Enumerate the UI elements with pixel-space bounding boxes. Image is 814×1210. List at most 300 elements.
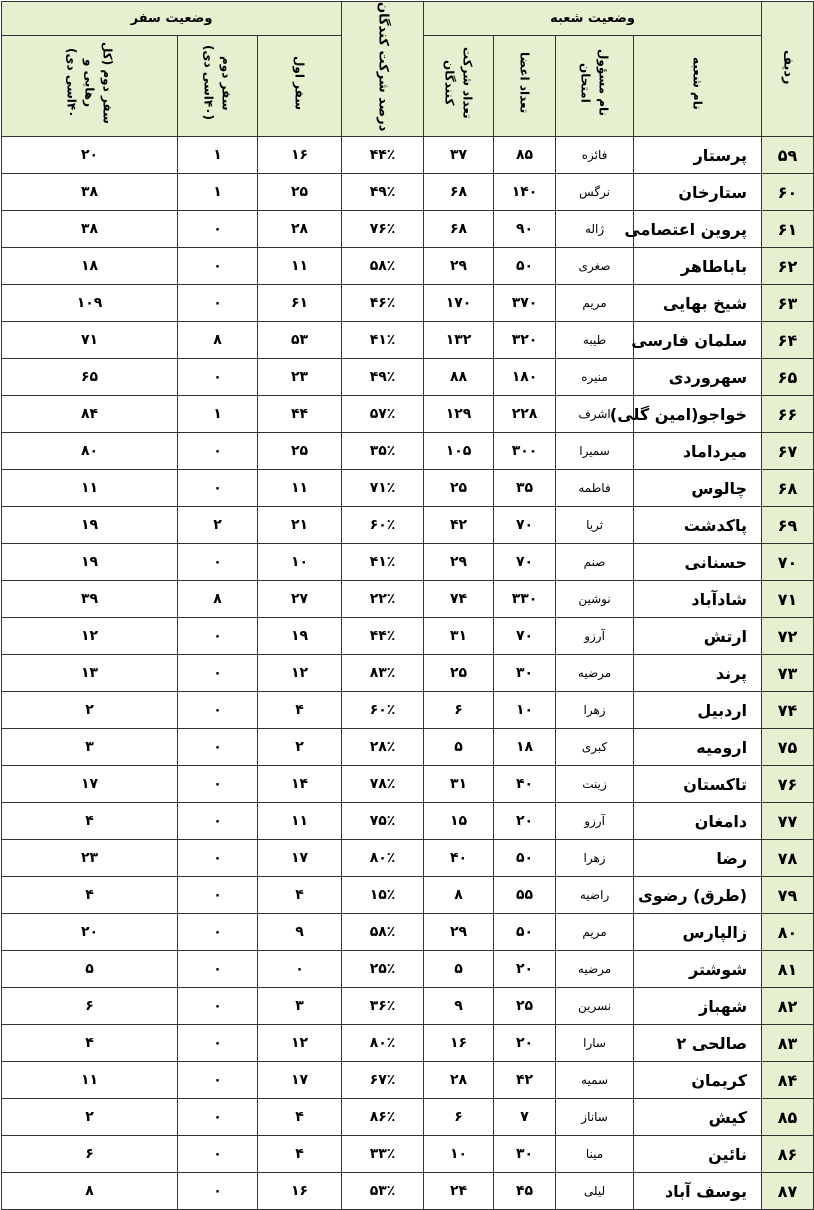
header-participation-percent: درصد شرکت کندگان [342, 2, 424, 137]
members-cell: ۴۰ [494, 766, 556, 803]
row-number-cell: ۶۲ [762, 248, 814, 285]
exam-manager-cell: طیبه [556, 322, 634, 359]
members-cell: ۳۲۰ [494, 322, 556, 359]
first-trip-cell: ۲۵ [258, 433, 342, 470]
exam-manager-cell: اشرف [556, 396, 634, 433]
exam-manager-cell: مرضیه [556, 951, 634, 988]
participants-cell: ۸ [424, 877, 494, 914]
percent-cell: ۶۰٪ [342, 507, 424, 544]
first-trip-cell: ۲۸ [258, 211, 342, 248]
second-trip-40-cell: ۰ [178, 470, 258, 507]
second-trip-total-cell: ۲ [2, 1099, 178, 1136]
row-number-cell: ۶۴ [762, 322, 814, 359]
header-trip-status: وضعیت سفر [2, 2, 342, 36]
first-trip-cell: ۱۱ [258, 803, 342, 840]
second-trip-total-cell: ۸ [2, 1173, 178, 1210]
exam-manager-cell: راضیه [556, 877, 634, 914]
second-trip-total-cell: ۶ [2, 988, 178, 1025]
row-number-cell: ۷۰ [762, 544, 814, 581]
table-row [2, 655, 814, 692]
members-cell: ۵۵ [494, 877, 556, 914]
first-trip-cell: ۴۴ [258, 396, 342, 433]
row-number-cell: ۷۶ [762, 766, 814, 803]
row-number-cell: ۷۱ [762, 581, 814, 618]
branch-name-cell: نائین [634, 1136, 762, 1173]
participants-cell: ۱۶ [424, 1025, 494, 1062]
first-trip-cell: ۱۴ [258, 766, 342, 803]
participants-cell: ۹ [424, 988, 494, 1025]
exam-manager-cell: زهرا [556, 840, 634, 877]
participants-cell: ۱۵ [424, 803, 494, 840]
participants-cell: ۲۵ [424, 655, 494, 692]
second-trip-total-cell: ۲۳ [2, 840, 178, 877]
participants-cell: ۱۲۹ [424, 396, 494, 433]
table-row [2, 951, 814, 988]
participants-cell: ۲۹ [424, 914, 494, 951]
table-row [2, 137, 814, 174]
exam-manager-cell: نوشین [556, 581, 634, 618]
second-trip-total-cell: ۱۸ [2, 248, 178, 285]
branch-name-cell: دامغان [634, 803, 762, 840]
header-first-trip: سفر اول [258, 36, 342, 137]
percent-cell: ۸۳٪ [342, 655, 424, 692]
participants-cell: ۵ [424, 951, 494, 988]
participants-cell: ۲۴ [424, 1173, 494, 1210]
first-trip-cell: ۵۳ [258, 322, 342, 359]
participants-cell: ۲۸ [424, 1062, 494, 1099]
table-row [2, 322, 814, 359]
members-cell: ۳۵ [494, 470, 556, 507]
exam-manager-cell: آرزو [556, 618, 634, 655]
percent-cell: ۵۸٪ [342, 914, 424, 951]
branch-status-table [1, 1, 814, 1210]
percent-cell: ۳۳٪ [342, 1136, 424, 1173]
second-trip-40-cell: ۰ [178, 211, 258, 248]
exam-manager-cell: مرضیه [556, 655, 634, 692]
second-trip-40-cell: ۰ [178, 803, 258, 840]
table-row [2, 581, 814, 618]
participants-cell: ۴۲ [424, 507, 494, 544]
branch-name-cell: سهروردی [634, 359, 762, 396]
first-trip-cell: ۹ [258, 914, 342, 951]
percent-cell: ۴۹٪ [342, 359, 424, 396]
first-trip-cell: ۴ [258, 1136, 342, 1173]
header-row-number: ردیف [762, 2, 814, 137]
row-number-cell: ۷۹ [762, 877, 814, 914]
second-trip-total-cell: ۵ [2, 951, 178, 988]
members-cell: ۷۰ [494, 507, 556, 544]
row-number-cell: ۸۳ [762, 1025, 814, 1062]
row-number-cell: ۶۰ [762, 174, 814, 211]
second-trip-total-cell: ۱۱ [2, 470, 178, 507]
branch-name-cell: زالپارس [634, 914, 762, 951]
second-trip-total-cell: ۳۸ [2, 174, 178, 211]
participants-cell: ۵ [424, 729, 494, 766]
branch-name-cell: کیش [634, 1099, 762, 1136]
first-trip-cell: ۱۱ [258, 248, 342, 285]
members-cell: ۸۵ [494, 137, 556, 174]
participants-cell: ۶۸ [424, 211, 494, 248]
branch-name-cell: میرداماد [634, 433, 762, 470]
percent-cell: ۶۷٪ [342, 1062, 424, 1099]
exam-manager-cell: مریم [556, 285, 634, 322]
row-number-cell: ۸۰ [762, 914, 814, 951]
table-row [2, 1099, 814, 1136]
branch-name-cell: شادآباد [634, 581, 762, 618]
table-row [2, 618, 814, 655]
first-trip-cell: ۱۹ [258, 618, 342, 655]
second-trip-total-cell: ۴ [2, 803, 178, 840]
row-number-cell: ۷۲ [762, 618, 814, 655]
percent-cell: ۷۶٪ [342, 211, 424, 248]
second-trip-40-cell: ۰ [178, 433, 258, 470]
exam-manager-cell: ساناز [556, 1099, 634, 1136]
members-cell: ۳۰ [494, 655, 556, 692]
branch-name-cell: ستارخان [634, 174, 762, 211]
percent-cell: ۷۱٪ [342, 470, 424, 507]
second-trip-40-cell: ۱ [178, 137, 258, 174]
header-exam-manager: نام مسؤول امتحان [556, 36, 634, 137]
second-trip-40-cell: ۰ [178, 285, 258, 322]
branch-name-cell: (طرق) رضوی [634, 877, 762, 914]
table-row [2, 840, 814, 877]
second-trip-total-cell: ۱۲ [2, 618, 178, 655]
exam-manager-cell: لیلی [556, 1173, 634, 1210]
second-trip-40-cell: ۰ [178, 877, 258, 914]
row-number-cell: ۷۵ [762, 729, 814, 766]
members-cell: ۵۰ [494, 248, 556, 285]
first-trip-cell: ۱۶ [258, 1173, 342, 1210]
table-row [2, 692, 814, 729]
percent-cell: ۴۴٪ [342, 618, 424, 655]
row-number-cell: ۸۵ [762, 1099, 814, 1136]
first-trip-cell: ۲۳ [258, 359, 342, 396]
second-trip-40-cell: ۰ [178, 618, 258, 655]
second-trip-40-cell: ۸ [178, 581, 258, 618]
second-trip-40-cell: ۰ [178, 1173, 258, 1210]
branch-name-cell: پرستار [634, 137, 762, 174]
percent-cell: ۷۵٪ [342, 803, 424, 840]
second-trip-40-cell: ۰ [178, 248, 258, 285]
participants-cell: ۱۰۵ [424, 433, 494, 470]
first-trip-cell: ۱۰ [258, 544, 342, 581]
participants-cell: ۱۳۲ [424, 322, 494, 359]
row-number-cell: ۶۳ [762, 285, 814, 322]
row-number-cell: ۶۷ [762, 433, 814, 470]
table-row [2, 285, 814, 322]
exam-manager-cell: مینا [556, 1136, 634, 1173]
branch-name-cell: ارومیه [634, 729, 762, 766]
second-trip-total-cell: ۲۰ [2, 914, 178, 951]
first-trip-cell: ۴ [258, 692, 342, 729]
row-number-cell: ۷۴ [762, 692, 814, 729]
branch-name-cell: ارتش [634, 618, 762, 655]
second-trip-40-cell: ۰ [178, 655, 258, 692]
members-cell: ۳۷۰ [494, 285, 556, 322]
exam-manager-cell: آرزو [556, 803, 634, 840]
participants-cell: ۳۱ [424, 618, 494, 655]
participants-cell: ۱۷۰ [424, 285, 494, 322]
first-trip-cell: ۰ [258, 951, 342, 988]
branch-name-cell: پروین اعتصامی [634, 211, 762, 248]
members-cell: ۳۰۰ [494, 433, 556, 470]
percent-cell: ۴۱٪ [342, 544, 424, 581]
participants-cell: ۷۴ [424, 581, 494, 618]
second-trip-total-cell: ۳ [2, 729, 178, 766]
participants-cell: ۲۵ [424, 470, 494, 507]
exam-manager-cell: کبری [556, 729, 634, 766]
table-row [2, 359, 814, 396]
row-number-cell: ۶۶ [762, 396, 814, 433]
first-trip-cell: ۱۲ [258, 1025, 342, 1062]
first-trip-cell: ۱۲ [258, 655, 342, 692]
exam-manager-cell: سارا [556, 1025, 634, 1062]
table-row [2, 433, 814, 470]
branch-name-cell: شهباز [634, 988, 762, 1025]
branch-name-cell: یوسف آباد [634, 1173, 762, 1210]
branch-name-cell: شیخ بهایی [634, 285, 762, 322]
row-number-cell: ۶۵ [762, 359, 814, 396]
second-trip-40-cell: ۸ [178, 322, 258, 359]
members-cell: ۲۰ [494, 1025, 556, 1062]
members-cell: ۹۰ [494, 211, 556, 248]
first-trip-cell: ۴ [258, 1099, 342, 1136]
table-row [2, 988, 814, 1025]
row-number-cell: ۸۶ [762, 1136, 814, 1173]
header-second-trip-total: سفر دوم (کل رهایی و ۴۰اسی دی) [2, 36, 178, 137]
table-row [2, 248, 814, 285]
participants-cell: ۶۸ [424, 174, 494, 211]
second-trip-40-cell: ۰ [178, 766, 258, 803]
row-number-cell: ۶۸ [762, 470, 814, 507]
branch-name-cell: باباطاهر [634, 248, 762, 285]
members-cell: ۲۰ [494, 951, 556, 988]
second-trip-total-cell: ۴ [2, 877, 178, 914]
branch-name-cell: صالحی ۲ [634, 1025, 762, 1062]
row-number-cell: ۶۱ [762, 211, 814, 248]
second-trip-total-cell: ۱۹ [2, 544, 178, 581]
percent-cell: ۵۸٪ [342, 248, 424, 285]
second-trip-40-cell: ۱ [178, 174, 258, 211]
exam-manager-cell: ژاله [556, 211, 634, 248]
second-trip-40-cell: ۰ [178, 1025, 258, 1062]
first-trip-cell: ۱۱ [258, 470, 342, 507]
percent-cell: ۷۸٪ [342, 766, 424, 803]
second-trip-40-cell: ۰ [178, 359, 258, 396]
members-cell: ۴۵ [494, 1173, 556, 1210]
branch-name-cell: تاکستان [634, 766, 762, 803]
table-header [2, 2, 814, 137]
row-number-cell: ۶۹ [762, 507, 814, 544]
table-row [2, 507, 814, 544]
second-trip-total-cell: ۱۱ [2, 1062, 178, 1099]
row-number-cell: ۸۴ [762, 1062, 814, 1099]
members-cell: ۴۲ [494, 1062, 556, 1099]
second-trip-total-cell: ۳۸ [2, 211, 178, 248]
percent-cell: ۲۸٪ [342, 729, 424, 766]
branch-name-cell: شوشتر [634, 951, 762, 988]
first-trip-cell: ۶۱ [258, 285, 342, 322]
exam-manager-cell: نرگس [556, 174, 634, 211]
second-trip-total-cell: ۶ [2, 1136, 178, 1173]
first-trip-cell: ۲۷ [258, 581, 342, 618]
members-cell: ۳۰ [494, 1136, 556, 1173]
first-trip-cell: ۱۷ [258, 1062, 342, 1099]
branch-name-cell: چالوس [634, 470, 762, 507]
second-trip-total-cell: ۷۱ [2, 322, 178, 359]
table-row [2, 729, 814, 766]
table-row [2, 211, 814, 248]
percent-cell: ۶۰٪ [342, 692, 424, 729]
header-members: تعداد اعضا [494, 36, 556, 137]
branch-name-cell: اردبیل [634, 692, 762, 729]
header-second-trip-40: سفر دوم (۴۰اسی دی) [178, 36, 258, 137]
table-row [2, 470, 814, 507]
branch-name-cell: خواجو(امین گلی) [634, 396, 762, 433]
first-trip-cell: ۱۶ [258, 137, 342, 174]
second-trip-total-cell: ۱۷ [2, 766, 178, 803]
percent-cell: ۲۵٪ [342, 951, 424, 988]
members-cell: ۲۲۸ [494, 396, 556, 433]
branch-name-cell: سلمان فارسی [634, 322, 762, 359]
percent-cell: ۸۰٪ [342, 840, 424, 877]
members-cell: ۵۰ [494, 840, 556, 877]
second-trip-40-cell: ۰ [178, 544, 258, 581]
row-number-cell: ۸۱ [762, 951, 814, 988]
participants-cell: ۱۰ [424, 1136, 494, 1173]
exam-manager-cell: زینت [556, 766, 634, 803]
members-cell: ۲۰ [494, 803, 556, 840]
table-row [2, 174, 814, 211]
members-cell: ۱۸ [494, 729, 556, 766]
members-cell: ۱۰ [494, 692, 556, 729]
participants-cell: ۸۸ [424, 359, 494, 396]
row-number-cell: ۸۷ [762, 1173, 814, 1210]
first-trip-cell: ۲ [258, 729, 342, 766]
exam-manager-cell: زهرا [556, 692, 634, 729]
first-trip-cell: ۲۱ [258, 507, 342, 544]
members-cell: ۳۳۰ [494, 581, 556, 618]
table-row [2, 1025, 814, 1062]
branch-name-cell: رضا [634, 840, 762, 877]
members-cell: ۲۵ [494, 988, 556, 1025]
row-number-cell: ۷۸ [762, 840, 814, 877]
second-trip-40-cell: ۰ [178, 1062, 258, 1099]
percent-cell: ۵۳٪ [342, 1173, 424, 1210]
table-row [2, 877, 814, 914]
second-trip-40-cell: ۰ [178, 692, 258, 729]
table-row [2, 803, 814, 840]
row-number-cell: ۷۳ [762, 655, 814, 692]
members-cell: ۱۸۰ [494, 359, 556, 396]
members-cell: ۷ [494, 1099, 556, 1136]
second-trip-total-cell: ۸۴ [2, 396, 178, 433]
percent-cell: ۱۵٪ [342, 877, 424, 914]
exam-manager-cell: فائزه [556, 137, 634, 174]
exam-manager-cell: فاطمه [556, 470, 634, 507]
table-row [2, 544, 814, 581]
second-trip-40-cell: ۰ [178, 951, 258, 988]
percent-cell: ۵۷٪ [342, 396, 424, 433]
participants-cell: ۲۹ [424, 248, 494, 285]
row-number-cell: ۷۷ [762, 803, 814, 840]
exam-manager-cell: سمیرا [556, 433, 634, 470]
exam-manager-cell: صغری [556, 248, 634, 285]
second-trip-40-cell: ۰ [178, 729, 258, 766]
percent-cell: ۴۱٪ [342, 322, 424, 359]
exam-manager-cell: سمیه [556, 1062, 634, 1099]
exam-manager-cell: مریم [556, 914, 634, 951]
exam-manager-cell: ثریا [556, 507, 634, 544]
exam-manager-cell: صنم [556, 544, 634, 581]
members-cell: ۷۰ [494, 544, 556, 581]
table-row [2, 766, 814, 803]
first-trip-cell: ۳ [258, 988, 342, 1025]
table-row [2, 1136, 814, 1173]
participants-cell: ۶ [424, 692, 494, 729]
header-branch-status: وضعیت شعبه [424, 2, 762, 36]
exam-manager-cell: منیره [556, 359, 634, 396]
second-trip-40-cell: ۰ [178, 840, 258, 877]
participants-cell: ۶ [424, 1099, 494, 1136]
table-row [2, 1173, 814, 1210]
first-trip-cell: ۲۵ [258, 174, 342, 211]
percent-cell: ۳۵٪ [342, 433, 424, 470]
second-trip-40-cell: ۱ [178, 396, 258, 433]
percent-cell: ۴۹٪ [342, 174, 424, 211]
second-trip-total-cell: ۴ [2, 1025, 178, 1062]
second-trip-total-cell: ۸۰ [2, 433, 178, 470]
second-trip-total-cell: ۱۹ [2, 507, 178, 544]
percent-cell: ۴۶٪ [342, 285, 424, 322]
table-row [2, 396, 814, 433]
table-row [2, 914, 814, 951]
first-trip-cell: ۴ [258, 877, 342, 914]
second-trip-40-cell: ۲ [178, 507, 258, 544]
participants-cell: ۴۰ [424, 840, 494, 877]
row-number-cell: ۸۲ [762, 988, 814, 1025]
members-cell: ۷۰ [494, 618, 556, 655]
second-trip-40-cell: ۰ [178, 1136, 258, 1173]
header-branch-name: نام شعبه [634, 36, 762, 137]
percent-cell: ۴۴٪ [342, 137, 424, 174]
second-trip-40-cell: ۰ [178, 1099, 258, 1136]
percent-cell: ۸۶٪ [342, 1099, 424, 1136]
branch-name-cell: کریمان [634, 1062, 762, 1099]
second-trip-total-cell: ۲ [2, 692, 178, 729]
participants-cell: ۲۹ [424, 544, 494, 581]
second-trip-total-cell: ۲۰ [2, 137, 178, 174]
exam-manager-cell: نسرین [556, 988, 634, 1025]
participants-cell: ۳۱ [424, 766, 494, 803]
branch-name-cell: پاکدشت [634, 507, 762, 544]
second-trip-40-cell: ۰ [178, 988, 258, 1025]
members-cell: ۵۰ [494, 914, 556, 951]
second-trip-total-cell: ۱۳ [2, 655, 178, 692]
participants-cell: ۳۷ [424, 137, 494, 174]
members-cell: ۱۴۰ [494, 174, 556, 211]
first-trip-cell: ۱۷ [258, 840, 342, 877]
row-number-cell: ۵۹ [762, 137, 814, 174]
second-trip-total-cell: ۶۵ [2, 359, 178, 396]
percent-cell: ۲۲٪ [342, 581, 424, 618]
second-trip-total-cell: ۱۰۹ [2, 285, 178, 322]
table-row [2, 1062, 814, 1099]
table-body [2, 137, 814, 1210]
second-trip-total-cell: ۳۹ [2, 581, 178, 618]
branch-name-cell: پرند [634, 655, 762, 692]
percent-cell: ۳۶٪ [342, 988, 424, 1025]
